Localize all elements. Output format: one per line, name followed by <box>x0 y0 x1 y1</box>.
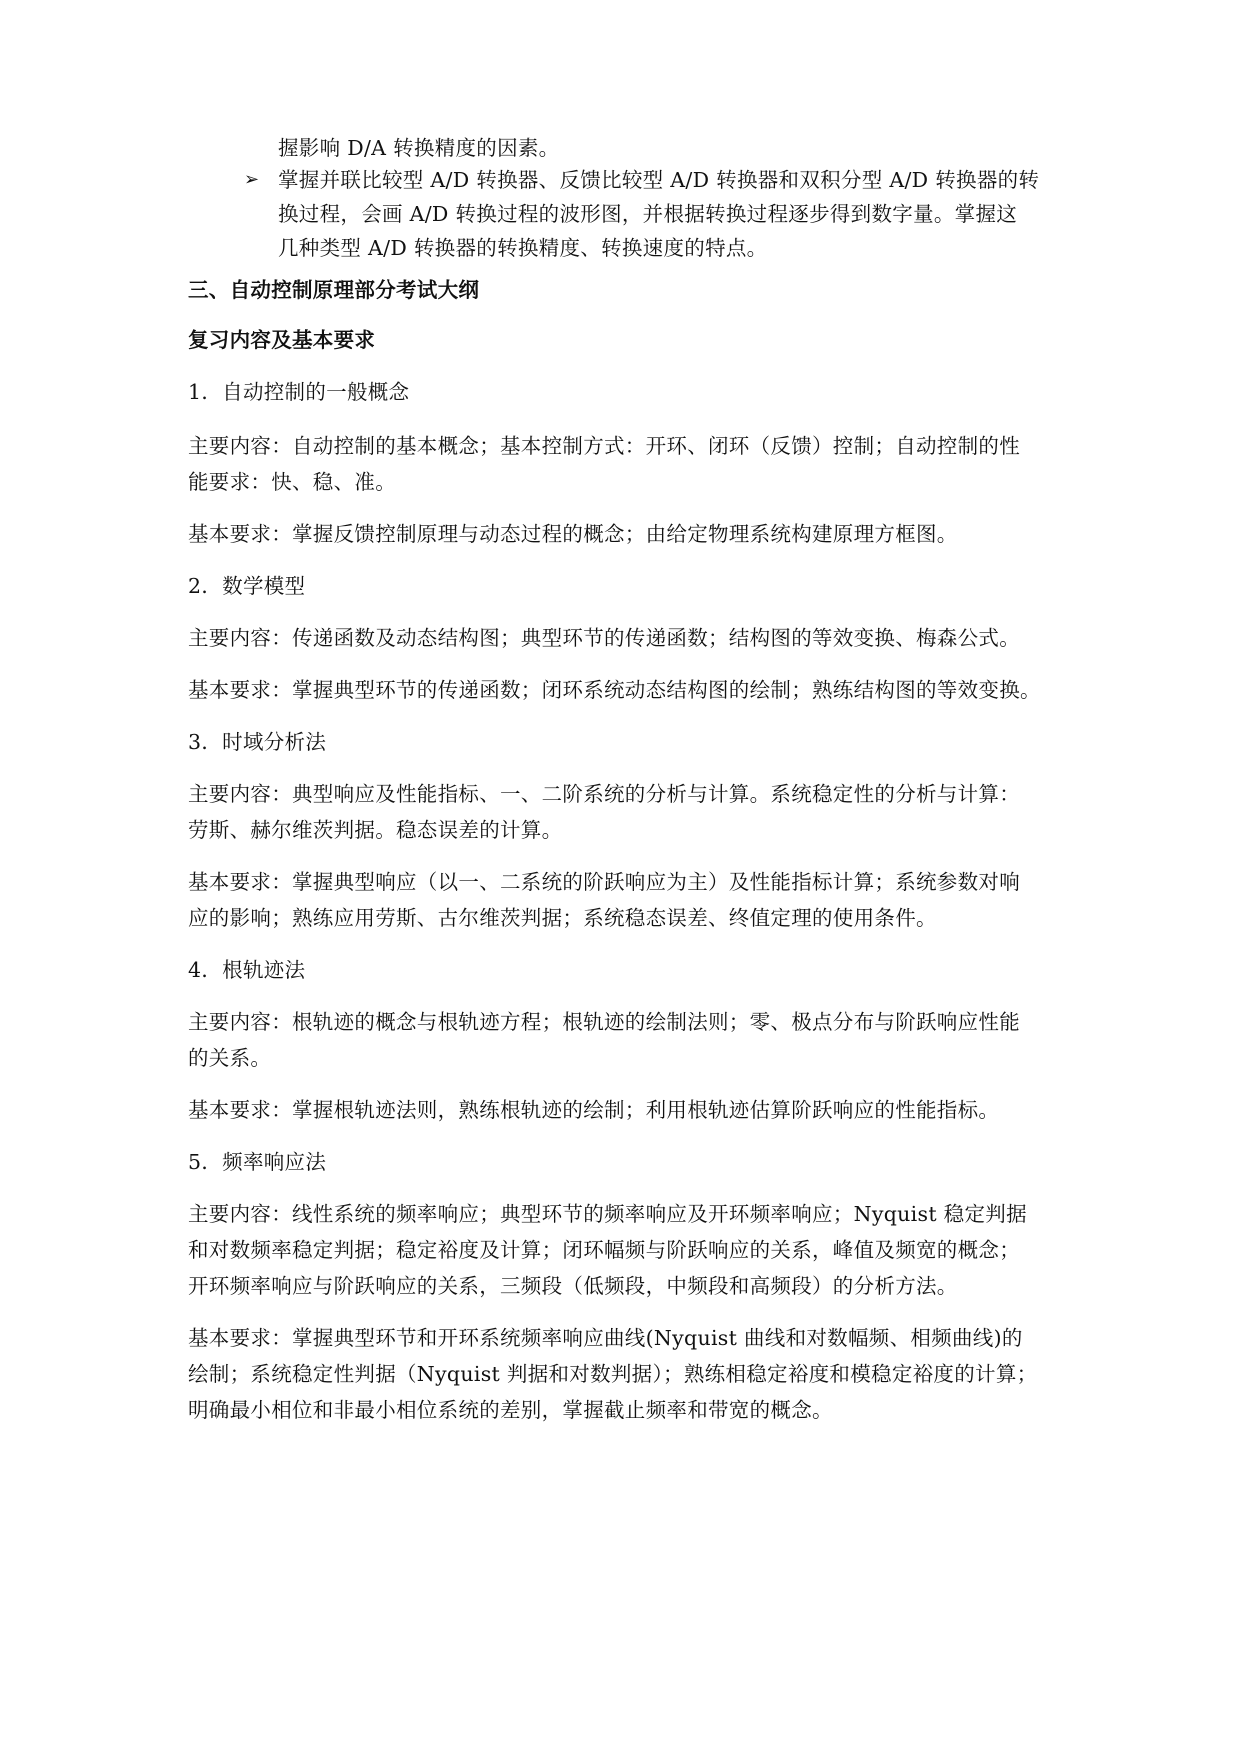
topic-heading: 4．根轨迹法 <box>188 958 306 982</box>
bullet-continuation-line: 握影响 D/A 转换精度的因素。 <box>278 136 560 160</box>
topic-req-line: 应的影响；熟练应用劳斯、古尔维茨判据；系统稳态误差、终值定理的使用条件。 <box>188 906 937 930</box>
topic-req-line: 明确最小相位和非最小相位系统的差别，掌握截止频率和带宽的概念。 <box>188 1398 833 1422</box>
topic-main-line: 和对数频率稳定判据；稳定裕度及计算；闭环幅频与阶跃响应的关系，峰值及频宽的概念； <box>188 1238 1020 1262</box>
topic-main-line: 主要内容：传递函数及动态结构图；典型环节的传递函数；结构图的等效变换、梅森公式。 <box>188 626 1020 650</box>
topic-req-line: 基本要求：掌握典型响应（以一、二系统的阶跃响应为主）及性能指标计算；系统参数对响 <box>188 870 1020 894</box>
topic-heading: 3．时域分析法 <box>188 730 327 754</box>
topic-heading: 2．数学模型 <box>188 574 306 598</box>
topic-main-line: 主要内容：典型响应及性能指标、一、二阶系统的分析与计算。系统稳定性的分析与计算： <box>188 782 1020 806</box>
topic-heading: 5．频率响应法 <box>188 1150 327 1174</box>
bullet-marker-icon: ➢ <box>244 169 260 190</box>
topic-main-line: 能要求：快、稳、准。 <box>188 470 396 494</box>
topic-main-line: 主要内容：根轨迹的概念与根轨迹方程；根轨迹的绘制法则；零、极点分布与阶跃响应性能 <box>188 1010 1020 1034</box>
bullet-line: 几种类型 A/D 转换器的转换精度、转换速度的特点。 <box>278 236 768 260</box>
topic-main-line: 主要内容：线性系统的频率响应；典型环节的频率响应及开环频率响应；Nyquist 稳定判据 <box>188 1202 1027 1226</box>
bullet-line: 换过程，会画 A/D 转换过程的波形图，并根据转换过程逐步得到数字量。掌握这 <box>278 202 1018 226</box>
topic-main-line: 主要内容：自动控制的基本概念；基本控制方式：开环、闭环（反馈）控制；自动控制的性 <box>188 434 1020 458</box>
topic-req-line: 基本要求：掌握典型环节和开环系统频率响应曲线(Nyquist 曲线和对数幅频、相频曲线)的 <box>188 1326 1023 1350</box>
topic-req-line: 基本要求：掌握典型环节的传递函数；闭环系统动态结构图的绘制；熟练结构图的等效变换。 <box>188 678 1041 702</box>
topic-req-line: 基本要求：掌握根轨迹法则，熟练根轨迹的绘制；利用根轨迹估算阶跃响应的性能指标。 <box>188 1098 1000 1122</box>
topic-req-line: 绘制；系统稳定性判据（Nyquist 判据和对数判据）；熟练相稳定裕度和模稳定裕度的计算； <box>188 1362 1038 1386</box>
subsection-title: 复习内容及基本要求 <box>188 328 376 352</box>
topic-req-line: 基本要求：掌握反馈控制原理与动态过程的概念；由给定物理系统构建原理方框图。 <box>188 522 958 546</box>
section-title: 三、自动控制原理部分考试大纲 <box>188 278 480 302</box>
topic-heading: 1．自动控制的一般概念 <box>188 380 410 404</box>
topic-main-line: 的关系。 <box>188 1046 272 1070</box>
bullet-line: 掌握并联比较型 A/D 转换器、反馈比较型 A/D 转换器和双积分型 A/D 转换器的转 <box>278 168 1040 192</box>
topic-main-line: 劳斯、赫尔维茨判据。稳态误差的计算。 <box>188 818 563 842</box>
topic-main-line: 开环频率响应与阶跃响应的关系，三频段（低频段，中频段和高频段）的分析方法。 <box>188 1274 958 1298</box>
